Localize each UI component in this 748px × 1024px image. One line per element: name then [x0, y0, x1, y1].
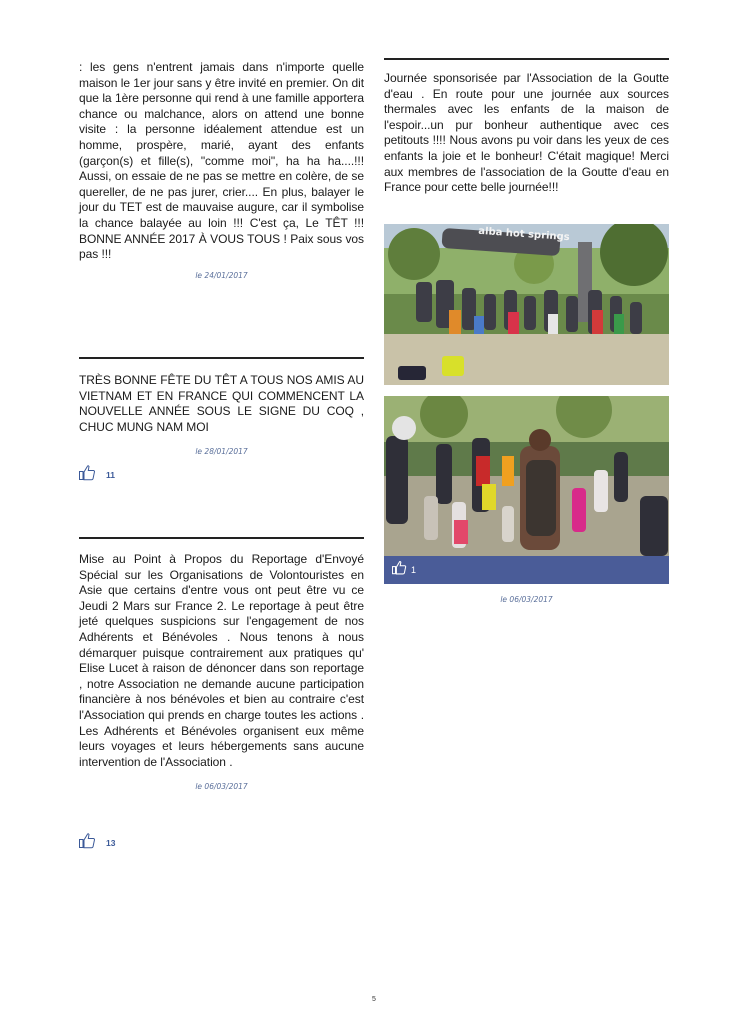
- thumbs-up-icon: [392, 560, 407, 580]
- group-photo-children: [384, 396, 669, 556]
- left-column: [79, 60, 364, 280]
- post-block: [384, 71, 669, 196]
- post-text: Journée sponsorisée par l'Association de la Goutte d'eau . En route pour une journée aux sources thermales avec les enfants de la maison de l'espoir...un pur bonheur authentique avec ces petitouts !!!! Nous avons pu voir dans les yeux de ces enfants la joie et le bonheur! C'était magique! Merci aux membres de l'association de la Goutte d'eau en France pour cette belle journée!!!: [384, 71, 669, 195]
- post-text: Mise au Point à Propos du Reportage d'Envoyé Spécial sur les Organisations de Volontouristes en Asie que certains d'entre vous ont peut être vu ce Jeudi 2 Mars sur France 2. Le reportage à peut être jeté quelques suspicions sur l'engagement de nos Adhérents et Bénévoles . Nous tenons à nous démarquer puisque contrairement aux pratiques qu' Elise Lucet à raison de dénoncer dans son reportage , notre Association ne demande aucune participation financière à nos bénévoles et bien au contraire c'est l'Association qui prends en charge toutes les actions . Les Adhérents et Bénévoles organisent eux même leurs voyages et leurs hébergements sans aucune intervention de l'Association .: [79, 552, 364, 769]
- like-counter[interactable]: [79, 464, 115, 486]
- post-block: [79, 552, 364, 791]
- post-text: : les gens n'entrent jamais dans n'importe quelle maison le 1er jour sans y être invité en premier. On dit que la 1ère personne qui rend à une famille apportera chance ou malchance, alors on attend une bonne visite : la personne idéalement attendue est un homme, prospère, marié, ayant des enfants (garçon(s) et fille(s), "comme moi", ha ha ha....!!! Aussi, on essaie de ne pas se mettre en colère, de se quereller, de ne pas jurer, crier.... En plus, balayer le jour du TET est de mauvaise augure, car il symbolise la chance balayée au loin !!! C'est ça, Le TÊT !!! BONNE ANNÉE 2017 À VOUS TOUS ! Paix sous vos pas !!!: [79, 60, 364, 262]
- post-date: le 06/03/2017: [195, 782, 248, 792]
- thumbs-up-icon: [79, 832, 96, 854]
- post-date: le 06/03/2017: [500, 595, 553, 604]
- like-counter[interactable]: [79, 832, 115, 854]
- like-bar[interactable]: [384, 556, 669, 584]
- post-block: [79, 373, 364, 456]
- sign-text: alba hot springs: [477, 225, 571, 244]
- group-photo-hot-springs: [384, 224, 669, 385]
- like-count: 1: [411, 565, 417, 575]
- post-date: le 28/01/2017: [195, 447, 248, 457]
- divider: [79, 357, 364, 359]
- thumbs-up-icon: [79, 464, 96, 486]
- like-count: 11: [106, 470, 115, 480]
- like-count: 13: [106, 838, 116, 848]
- divider: [79, 537, 364, 539]
- post-text: TRÈS BONNE FÊTE DU TÊT A TOUS NOS AMIS AU VIETNAM ET EN FRANCE QUI COMMENCENT LA NOUVELLE ANNÉE SOUS LE SIGNE DU COQ , CHUC MUNG NAM MOI: [79, 373, 364, 434]
- page-number: 5: [372, 996, 376, 1003]
- post-date: le 24/01/2017: [195, 270, 248, 280]
- divider: [384, 58, 669, 60]
